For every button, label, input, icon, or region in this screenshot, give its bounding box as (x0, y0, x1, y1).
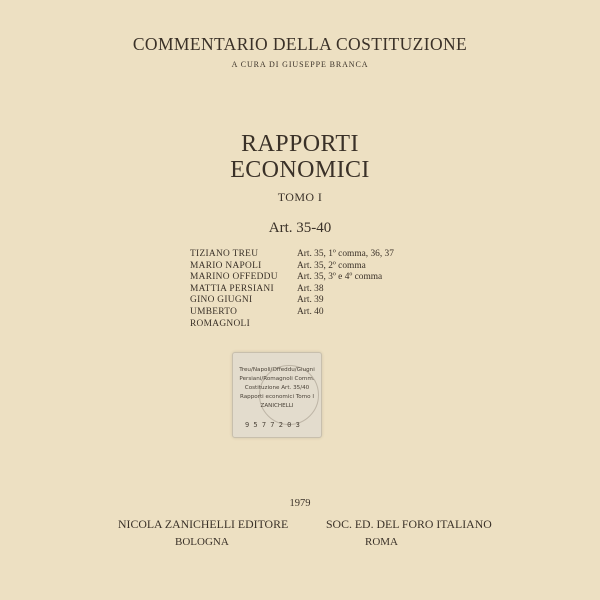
contributor-articles: Art. 38 (297, 283, 324, 294)
city-left: BOLOGNA (175, 536, 229, 548)
contributor-author: UMBERTO ROMAGNOLI (190, 306, 250, 329)
library-stamp (232, 352, 322, 438)
contributor-articles: Art. 35, 3º e 4º comma (297, 272, 383, 283)
contributor-row (190, 249, 394, 261)
articles-range: Art. 35-40 (268, 220, 332, 236)
contributor-row (190, 284, 394, 296)
contributor-row (190, 307, 394, 330)
stamp-line: Persiani/Romagnoli Comm. (239, 376, 315, 382)
contributor-articles: Art. 40 (297, 306, 324, 317)
contributor-articles: Art. 35, 2º comma (297, 260, 366, 271)
contributor-articles: Art. 39 (297, 295, 324, 306)
stamp-line: ZANICHELLI (260, 403, 294, 409)
publisher-right: SOC. ED. DEL FORO ITALIANO (326, 517, 492, 531)
contributor-author: MARINO OFFEDDU (190, 272, 278, 283)
volume-label: TOMO I (277, 190, 323, 204)
stamp-line: Costituzione Art. 35/40 (244, 385, 310, 391)
contributor-articles: Art. 35, 1º comma, 36, 37 (297, 249, 394, 259)
contributor-row (190, 295, 394, 307)
stamp-line: Rapporti economici Tomo I (239, 394, 315, 400)
contributor-row (190, 261, 394, 273)
book-title-line-2: ECONOMICI (230, 157, 370, 183)
contributor-author: MARIO NAPOLI (190, 260, 262, 271)
stamp-line: Treu/Napoli/Offeddu/Giugni (239, 367, 315, 373)
contributors-list (190, 249, 394, 330)
contributor-author: GINO GIUGNI (190, 295, 253, 306)
series-title: COMMENTARIO DELLA COSTITUZIONE (132, 34, 468, 54)
contributor-row (190, 272, 394, 284)
publication-year: 1979 (289, 498, 311, 509)
publisher-left: NICOLA ZANICHELLI EDITORE (118, 517, 289, 531)
contributor-author: TIZIANO TREU (190, 249, 259, 259)
contributor-author: MATTIA PERSIANI (190, 283, 274, 294)
stamp-code: 9 5 7 7 2 0 3 (245, 421, 300, 429)
city-right: ROMA (365, 536, 399, 548)
editor-line: A CURA DI GIUSEPPE BRANCA (231, 60, 369, 69)
book-title-line-1: RAPPORTI (241, 131, 359, 157)
